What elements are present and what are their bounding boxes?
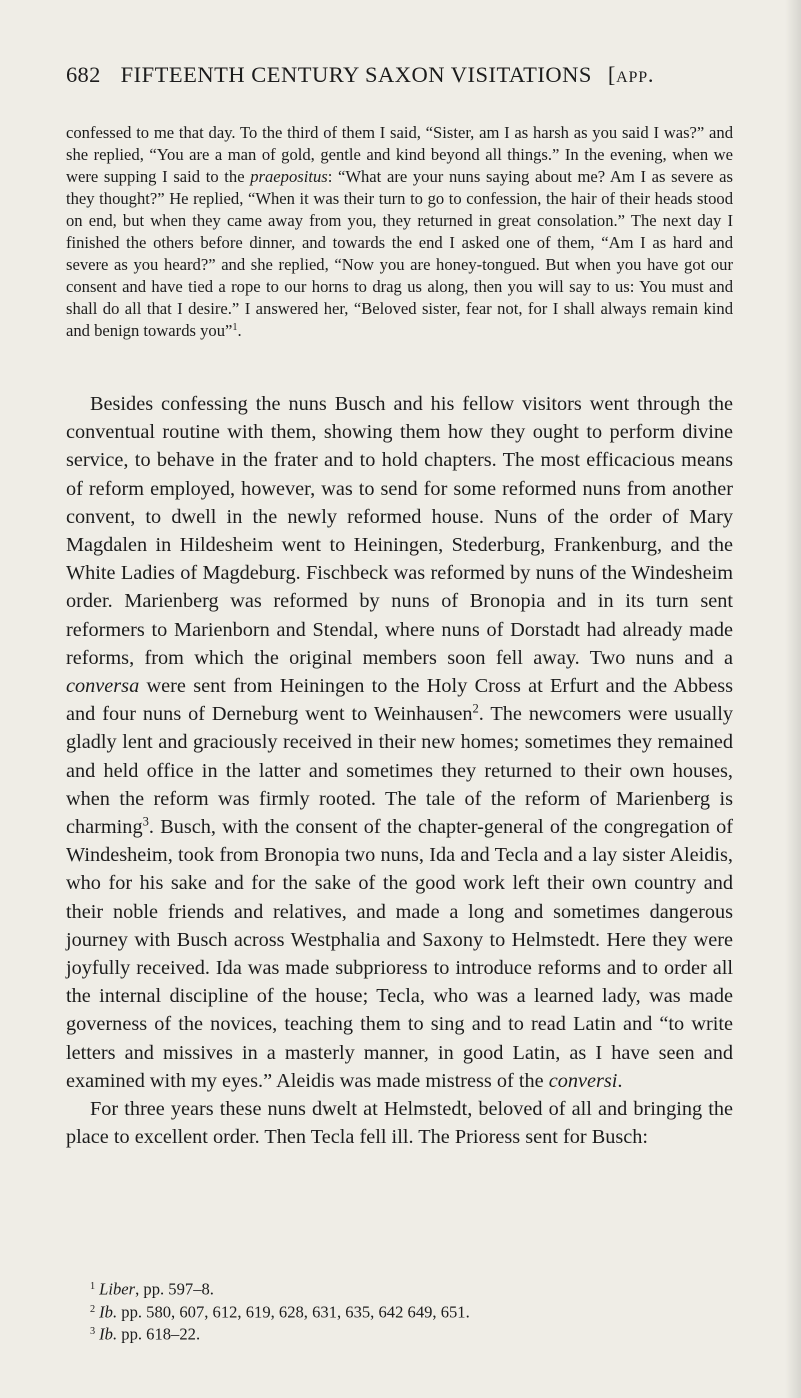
footnote: $^3$ Ib. pp. 618–22. xyxy=(90,1324,201,1344)
page-edge-shadow xyxy=(785,0,801,1398)
running-header xyxy=(66,62,746,88)
footnote: $^1$ Liber, pp. 597–8. xyxy=(90,1279,214,1299)
running-title: FIFTEENTH CENTURY SAXON VISITATIONS xyxy=(120,62,592,87)
quoted-passage xyxy=(66,122,733,342)
main-text xyxy=(66,390,733,1151)
paragraph-reform: Besides confessing the nuns Busch and his fellow visitors went through the conventual routine with them, showing them how they ought to perform divine service, to behave in the frater and to hold chapters. The most efficacious means of reform employed, however, was to send for some reformed nuns from another convent, to dwell in the newly reformed house. Nuns of the order of Mary Magdalen in Hildesheim went to Heiningen, Stederburg, Frankenburg, and the White Ladies of Magdeburg. Fischbeck was reformed by nuns of the Windesheim order. Marienberg was reformed by nuns of Bronopia and in its turn sent reformers to Marienborn and Stendal, where nuns of Dorstadt had already made reforms, from which the original members soon fell away. Two nuns and a conversa were sent from Heiningen to the Holy Cross at Erfurt and the Abbess and four nuns of Derneburg went to Weinhausen$^2$. The newcomers were usually gladly lent and graciously received in their new homes; sometimes they remained and held office in the latter and sometimes they returned to their own houses, when the reform was firmly rooted. The tale of the reform of Marienberg is charming$^3$. Busch, with the consent of the chapter-general of the congregation of Windesheim, took from Bronopia two nuns, Ida and Tecla and a lay sister Aleidis, who for his sake and for the sake of the good work left their own country and their noble friends and relatives, and made a long and sometimes dangerous journey with Busch across Westphalia and Saxony to Helmstedt. Here they were joyfully received. Ida was made subprioress to introduce reforms and to order all the internal discipline of the house; Tecla, who was a learned lady, was made governess of the novices, teaching them to sing and to read Latin and “to write letters and missives in a masterly manner, in good Latin, as I have seen and examined with my eyes.” Aleidis was made mistress of the conversi. xyxy=(66,393,733,1092)
italic-term: conversi xyxy=(548,1069,618,1092)
paragraph-confession: confessed to me that day. To the third of them I said, “Sister, am I as harsh as you said I was?” and she replied, “You are a man of gold, gentle and kind beyond all things.” In the evening, when we were supping I said to the praepositus: “What are your nuns saying about me? Am I as severe as they thought?” He replied, “When it was their turn to go to confession, the hair of their heads stood on end, but when they came away from you, they returned in great consolation.” The next day I finished the others before dinner, and towards the end I asked one of them, “Am I as hard and severe as you heard?” and she replied, “Now you are honey-tongued. But when you have got our consent and have tied a rope to our horns to drag us along, then you will say to us: You must and shall do all that I desire.” I answered her, “Beloved sister, fear not, for I shall always remain kind and benign towards you”$^1$. xyxy=(66,123,734,340)
page-number: 682 xyxy=(66,62,101,87)
footnote-ref: 3 xyxy=(142,814,149,829)
italic-term: praepositus xyxy=(250,167,328,186)
footnotes xyxy=(66,1277,733,1345)
footnote: $^2$ Ib. pp. 580, 607, 612, 619, 628, 631, 635, 642 649, 651. xyxy=(90,1302,470,1322)
paragraph-helmstedt: For three years these nuns dwelt at Helmstedt, beloved of all and bringing the place to excellent order. Then Tecla fell ill. The Prioress sent for Busch: xyxy=(66,1098,733,1149)
footnote-ref: 1 xyxy=(232,321,238,333)
footnote-ref: 2 xyxy=(472,701,479,716)
italic-term: conversa xyxy=(66,675,140,698)
section-tag: [app. xyxy=(607,62,655,87)
